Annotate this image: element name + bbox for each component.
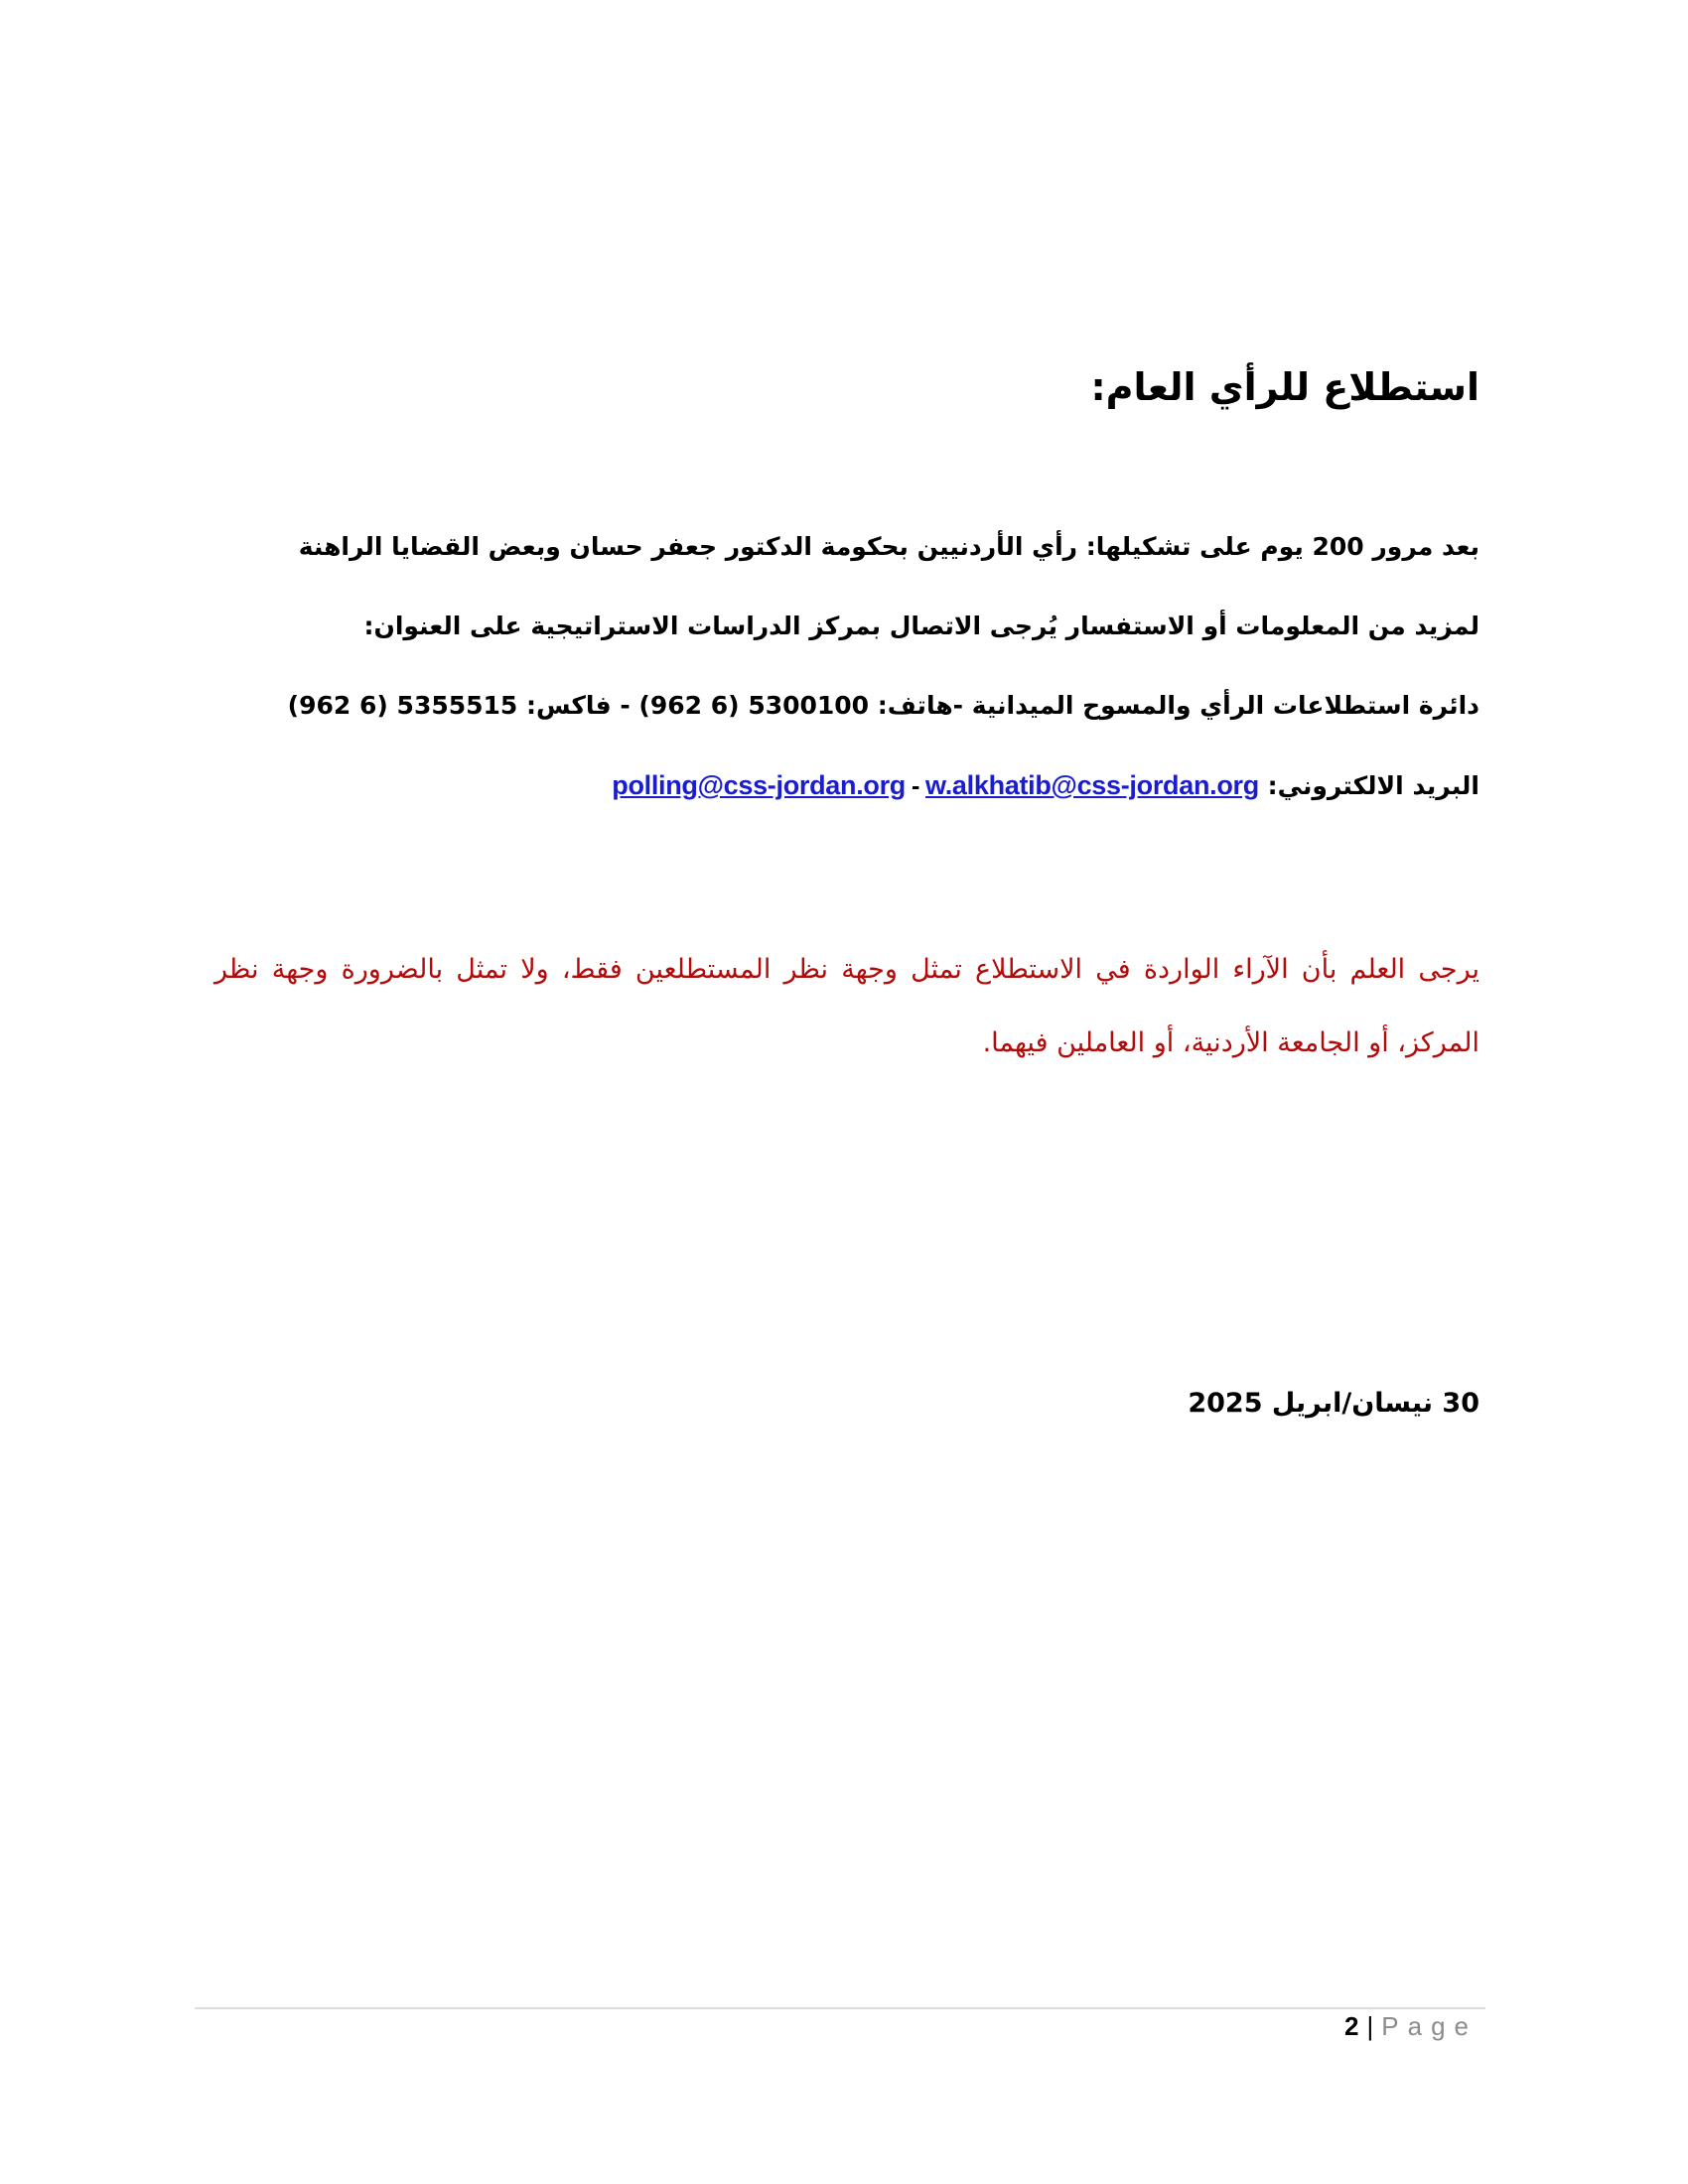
page-title: استطلاع للرأي العام: [1090,365,1479,409]
email-link-alkhatib[interactable]: w.alkhatib@css-jordan.org [925,770,1259,800]
publication-date: 30 نيسان/ابريل 2025 [1188,1388,1479,1419]
footer-divider [195,2007,1485,2009]
disclaimer-notice: يرجى العلم بأن الآراء الواردة في الاستطلاع تمثل وجهة نظر المستطلعين فقط، ولا تمثل بالضرورة وجهة نظر المركز، أو الجامعة الأردنية، أو العاملين فيهما. [214,954,1479,1058]
footer-separator: | [1366,2011,1374,2041]
page-footer [1344,2011,1477,2042]
department-phone-fax: دائرة استطلاعات الرأي والمسوح الميدانية -هاتف: 5300100 (6 962) - فاكس: 5355515 (6 962) [287,691,1479,720]
email-separator: - [912,772,920,800]
page-label: Page [1381,2011,1477,2041]
email-line [612,770,1479,801]
survey-subject: بعد مرور 200 يوم على تشكيلها: رأي الأردنيين بحكومة الدكتور جعفر حسان وبعض القضايا الراهنة [298,532,1479,561]
email-link-polling[interactable]: polling@css-jordan.org [612,770,906,800]
contact-intro: لمزيد من المعلومات أو الاستفسار يُرجى الاتصال بمركز الدراسات الاستراتيجية على العنوان: [363,612,1479,640]
email-label: البريد الالكتروني: [1267,771,1479,800]
page-number: 2 [1344,2011,1359,2041]
email-links [612,770,1259,801]
